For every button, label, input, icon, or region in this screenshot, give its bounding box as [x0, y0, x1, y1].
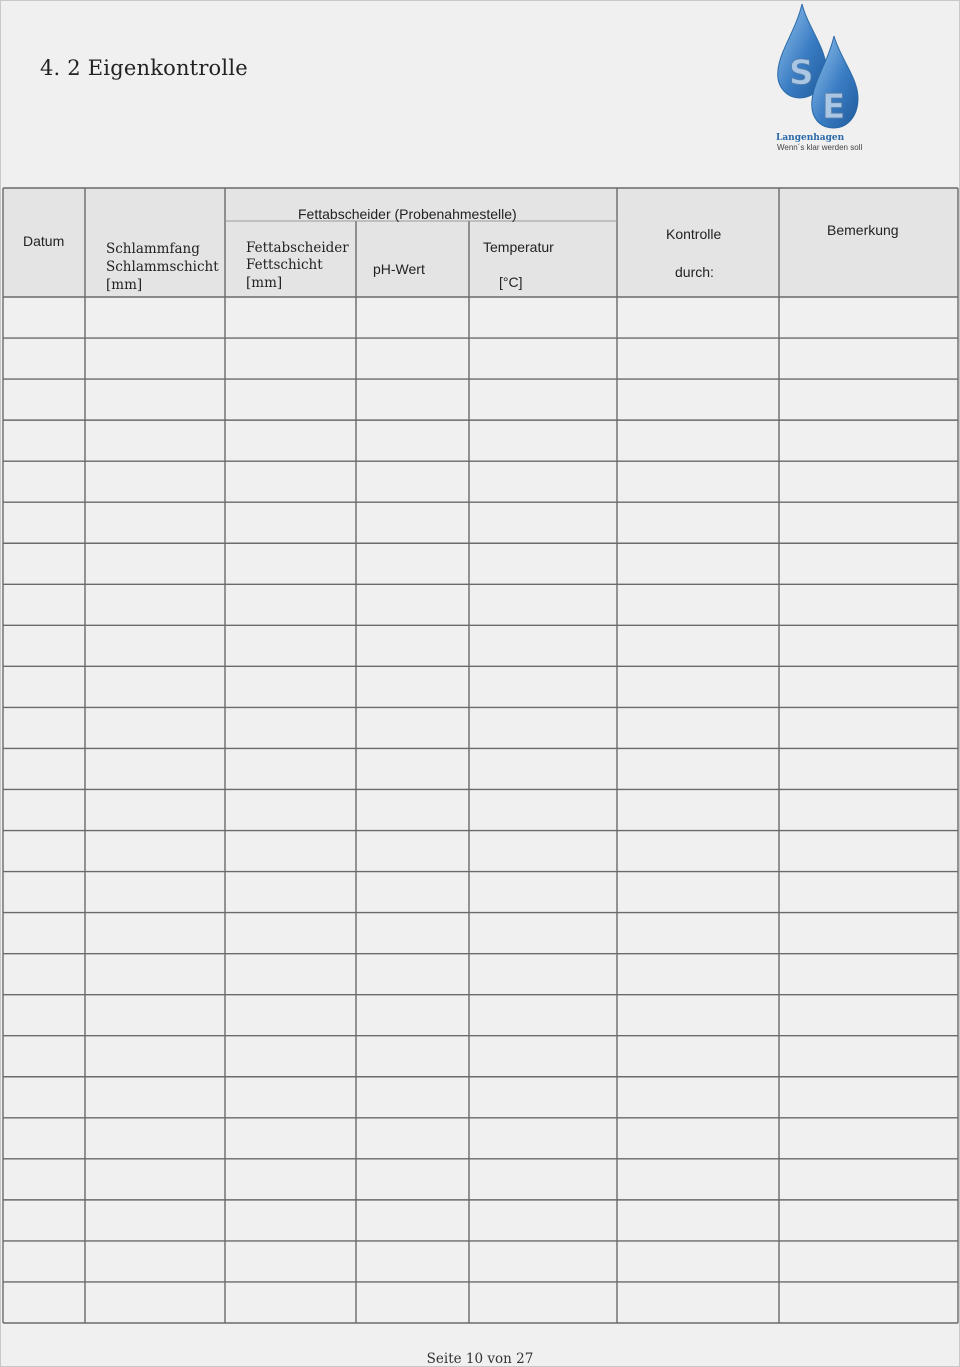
header-fettschicht: Fettschicht	[246, 257, 323, 273]
header-ph-wert: pH-Wert	[373, 261, 425, 277]
header-fettabscheider: Fettabscheider	[246, 240, 349, 256]
header-schlammfang: Schlammfang	[106, 241, 200, 257]
header-temperatur: Temperatur	[483, 239, 554, 255]
header-kontrolle-durch: durch:	[675, 264, 714, 280]
header-schlammschicht: Schlammschicht	[106, 259, 219, 275]
table-row-lines	[3, 188, 958, 1323]
header-fettabscheider-group: Fettabscheider (Probenahmestelle)	[298, 206, 517, 222]
header-datum: Datum	[23, 233, 65, 249]
header-schlamm-unit: [mm]	[106, 277, 143, 293]
logo-letter-s: S	[789, 53, 814, 93]
page-title: 4. 2 Eigenkontrolle	[40, 56, 248, 80]
header-kontrolle: Kontrolle	[666, 226, 722, 242]
header-fett-unit: [mm]	[246, 275, 283, 291]
header-bemerkung: Bemerkung	[827, 222, 899, 238]
table-column-lines	[3, 188, 958, 1323]
page-number: Seite 10 von 27	[426, 1351, 534, 1367]
logo-place: Langenhagen	[776, 133, 845, 143]
header-temperatur-unit: [°C]	[499, 274, 523, 290]
logo-slogan: Wenn´s klar werden soll	[777, 143, 863, 152]
logo-letter-e: E	[822, 87, 846, 127]
